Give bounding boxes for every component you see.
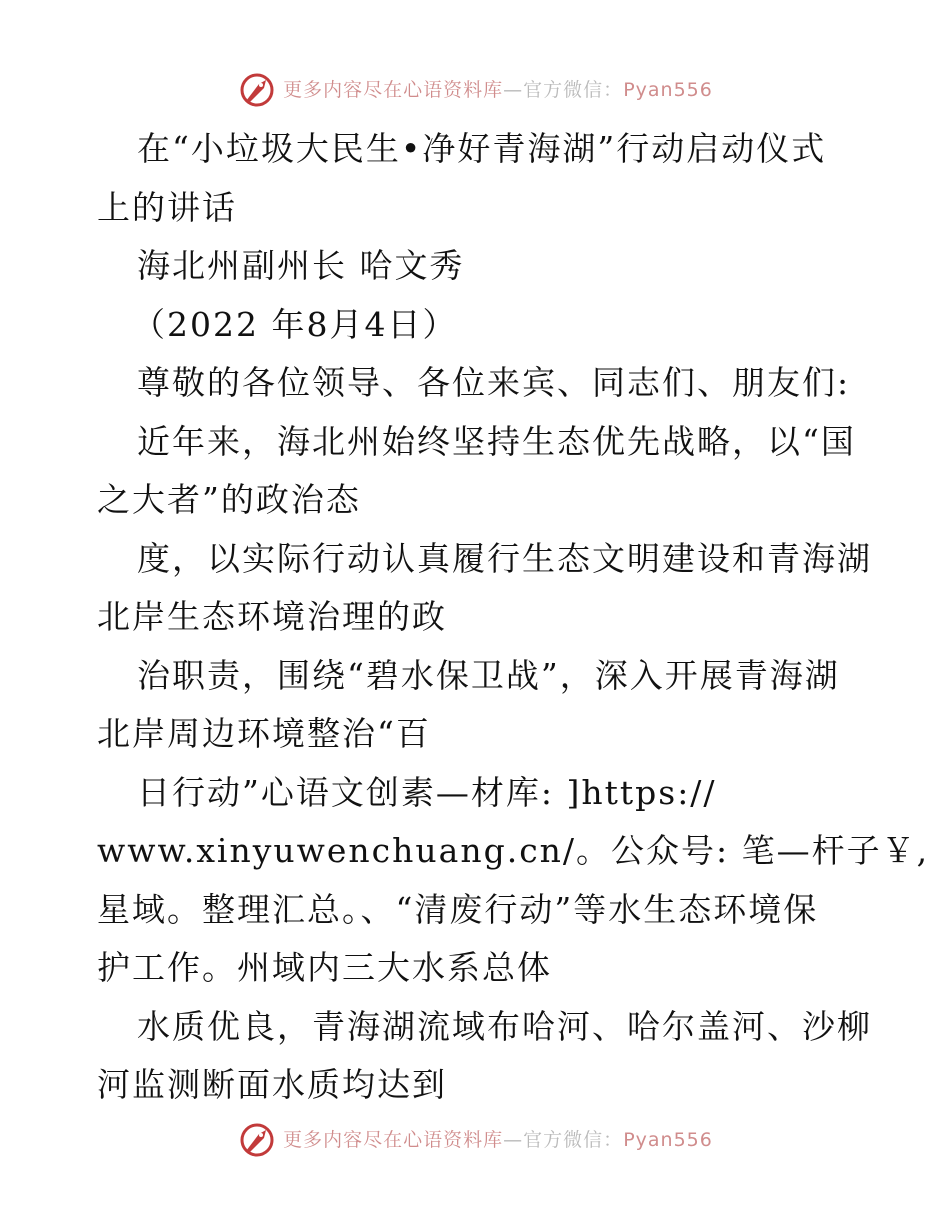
document-body <box>97 120 930 1115</box>
doc-paragraph-line: 星域。整理汇总。、“清废行动”等水生态环境保 <box>97 889 819 929</box>
doc-paragraph-line: 近年来，海北州始终坚持生态优先战略，以“国 <box>137 421 856 461</box>
watermark-text <box>283 78 713 101</box>
doc-author-line: 海北州副州长 哈文秀 <box>137 246 465 285</box>
doc-paragraph-line: www.xinyuwenchuang.cn/。公众号: 笔—杆子￥, <box>97 831 930 870</box>
doc-greeting-line: 尊敬的各位领导、各位来宾、同志们、朋友们: <box>137 363 851 402</box>
doc-paragraph-line: 之大者”的政治态 <box>97 480 361 519</box>
watermark-text <box>283 1128 713 1151</box>
watermark-sub-text: —官方微信： <box>503 1128 624 1151</box>
header-watermark <box>0 68 950 112</box>
watermark-wechat-id: Pyan556 <box>623 78 713 101</box>
doc-date-line: （2022 年8月4日） <box>132 304 458 344</box>
watermark-main-text: 更多内容尽在心语资料库 <box>283 1128 504 1151</box>
doc-title-line-2: 上的讲话 <box>97 187 237 227</box>
doc-title-line-1: 在“小垃圾大民生•净好青海湖”行动启动仪式 <box>137 129 827 168</box>
watermark-wechat-id: Pyan556 <box>623 1128 713 1151</box>
doc-paragraph-line: 日行动”心语文创素—材库: ]https:// <box>137 772 717 812</box>
doc-paragraph-line: 治职责，围绕“碧水保卫战”，深入开展青海湖 <box>137 655 840 695</box>
pen-nib-logo-icon <box>237 70 277 110</box>
watermark-main-text: 更多内容尽在心语资料库 <box>283 78 504 101</box>
pen-nib-logo-icon <box>237 1120 277 1160</box>
doc-paragraph-line: 度，以实际行动认真履行生态文明建设和青海湖 <box>137 538 872 578</box>
doc-paragraph-line: 河监测断面水质均达到 <box>97 1065 447 1104</box>
watermark-sub-text: —官方微信： <box>503 78 624 101</box>
doc-paragraph-line: 北岸周边环境整治“百 <box>97 714 431 753</box>
doc-paragraph-line: 水质优良，青海湖流域布哈河、哈尔盖河、沙柳 <box>137 1006 872 1046</box>
footer-watermark <box>0 1118 950 1162</box>
doc-paragraph-line: 北岸生态环境治理的政 <box>97 597 447 636</box>
doc-paragraph-line: 护工作。州域内三大水系总体 <box>97 948 552 987</box>
